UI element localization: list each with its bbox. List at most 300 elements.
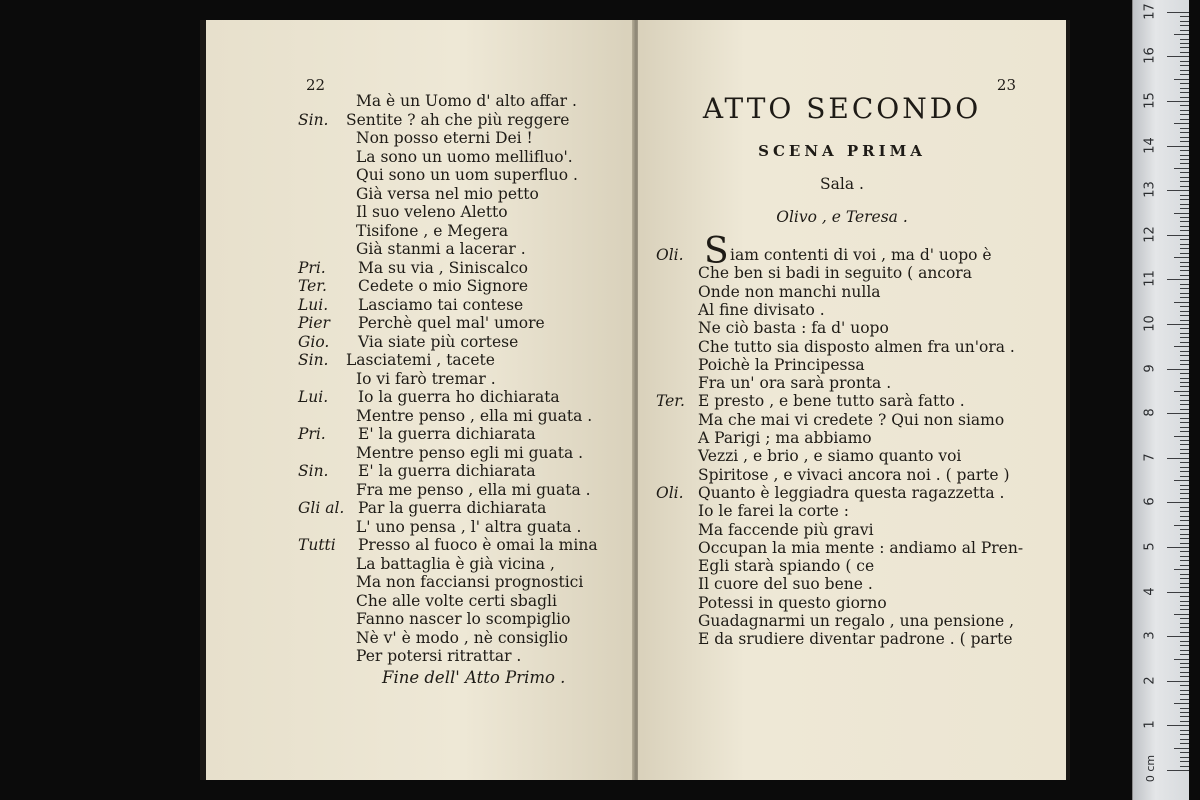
verse-text: Vezzi , e brio , e siamo quanto voi — [698, 447, 962, 466]
speaker-label: Lui. — [298, 295, 329, 314]
verse-text: iam contenti di voi , ma d' uopo è — [730, 246, 992, 264]
ruler-tick — [1174, 34, 1189, 35]
ruler-tick — [1180, 226, 1189, 227]
ruler-number: 11 — [1142, 270, 1158, 288]
ruler-tick — [1180, 520, 1189, 521]
speaker-label: Gio. — [298, 332, 330, 351]
ruler-tick — [1180, 355, 1189, 356]
ruler-tick — [1174, 257, 1189, 258]
ruler-tick — [1180, 288, 1189, 289]
ruler-tick — [1180, 364, 1189, 365]
scene-title: SCENA PRIMA — [758, 142, 926, 160]
ruler-tick — [1180, 360, 1189, 361]
verse-line — [638, 264, 1066, 282]
ruler-tick — [1167, 592, 1189, 593]
ruler-number: 10 — [1142, 315, 1158, 332]
ruler-number: 2 — [1142, 676, 1158, 685]
verse-text: Già stanmi a lacerar . — [356, 240, 526, 258]
verse-text: Guadagnarmi un regalo , una pensione , — [698, 612, 1015, 630]
verse-line — [638, 392, 1066, 410]
ruler-tick — [1180, 328, 1189, 329]
ruler-tick — [1180, 21, 1189, 22]
speaker-label: Gli al. — [298, 499, 345, 517]
drop-cap: S — [704, 231, 729, 272]
verse-text: Io le farei la corte : — [698, 502, 849, 521]
verse-text: Che alle volte certi sbagli — [356, 591, 557, 610]
ruler-tick — [1180, 105, 1189, 106]
ruler-tick — [1180, 422, 1189, 423]
ruler-tick — [1180, 70, 1189, 71]
verse-text: La sono un uomo mellifluo'. — [356, 147, 573, 166]
ruler-tick — [1174, 748, 1189, 749]
ruler-number: 12 — [1142, 226, 1158, 243]
ruler-tick — [1180, 186, 1189, 187]
ruler-tick — [1180, 163, 1189, 164]
ruler-tick — [1174, 659, 1189, 660]
verse-text: Io vi farò tremar . — [356, 369, 496, 388]
ruler-tick — [1180, 734, 1189, 735]
speaker-label: Pier — [298, 314, 330, 332]
ruler-tick — [1180, 150, 1189, 151]
ruler-tick — [1180, 507, 1189, 508]
ruler-tick — [1174, 168, 1189, 169]
verse-text: Io la guerra ho dichiarata — [358, 388, 560, 406]
ruler-tick — [1180, 337, 1189, 338]
verse-line — [206, 277, 634, 295]
verse-line — [638, 466, 1066, 484]
ruler-tick — [1180, 92, 1189, 93]
ruler-tick — [1180, 605, 1189, 606]
ruler-tick — [1180, 471, 1189, 472]
right-page-number: 23 — [996, 76, 1016, 94]
ruler-tick — [1180, 43, 1189, 44]
verse-text: Cedete o mio Signore — [358, 277, 529, 295]
ruler-tick — [1167, 279, 1189, 280]
ruler-tick — [1174, 703, 1189, 704]
ruler-tick — [1180, 275, 1189, 276]
ruler-tick — [1180, 556, 1189, 557]
ruler-tick — [1167, 324, 1189, 325]
verse-text: Per potersi ritrattar . — [356, 647, 522, 665]
ruler-tick — [1167, 636, 1189, 637]
ruler-tick — [1180, 244, 1189, 245]
ruler-tick — [1180, 293, 1189, 294]
ruler-tick — [1174, 123, 1189, 124]
ruler-tick — [1180, 601, 1189, 602]
ruler-number: 3 — [1142, 631, 1158, 640]
ruler-tick — [1180, 386, 1189, 387]
ruler-tick — [1180, 114, 1189, 115]
ruler-tick — [1180, 766, 1189, 767]
verse-text: La battaglia è già vicina , — [356, 554, 555, 573]
verse-line — [206, 407, 634, 425]
ruler-tick — [1167, 190, 1189, 191]
verse-text: Nè v' è modo , nè consiglio — [356, 628, 568, 647]
verse-line — [206, 259, 634, 277]
ruler-tick — [1180, 694, 1189, 695]
verse-text: Ma non facciansi prognostici — [356, 573, 584, 591]
ruler-tick — [1180, 395, 1189, 396]
ruler-tick — [1180, 208, 1189, 209]
verse-line — [206, 148, 634, 166]
verse-text: Lasciamo tai contese — [358, 295, 524, 314]
speaker-label: Pri. — [298, 425, 326, 443]
verse-text: Ma faccende più gravi — [698, 520, 874, 539]
verse-line — [206, 647, 634, 665]
ruler-tick — [1180, 47, 1189, 48]
verse-line — [638, 502, 1066, 520]
ruler-tick — [1180, 315, 1189, 316]
ruler-tick — [1180, 409, 1189, 410]
verse-line — [206, 629, 634, 647]
ruler-tick — [1180, 39, 1189, 40]
verse-text: Sentite ? ah che più reggere — [346, 110, 570, 129]
ruler-tick — [1167, 502, 1189, 503]
measuring-ruler — [1132, 0, 1189, 800]
ruler-number: 1 — [1142, 720, 1158, 730]
verse-text: Par la guerra dichiarata — [358, 499, 547, 517]
verse-text: Quanto è leggiadra questa ragazzetta . — [698, 483, 1005, 502]
ruler-tick — [1180, 172, 1189, 173]
ruler-tick — [1180, 418, 1189, 419]
verse-text: E da srudiere diventar padrone . ( parte — [698, 630, 1013, 649]
ruler-tick — [1180, 431, 1189, 432]
ruler-tick — [1180, 320, 1189, 321]
ruler-tick — [1180, 627, 1189, 628]
verse-line — [638, 374, 1066, 392]
verse-line — [638, 338, 1066, 356]
ruler-tick — [1180, 453, 1189, 454]
ruler-tick — [1180, 306, 1189, 307]
ruler-tick — [1180, 743, 1189, 744]
verse-line — [206, 333, 634, 351]
ruler-tick — [1174, 569, 1189, 570]
verse-line — [206, 518, 634, 536]
verse-text: Che ben si badi in seguito ( ancora — [698, 264, 972, 283]
verse-line — [206, 370, 634, 388]
verse-text: Lasciatemi , tacete — [346, 351, 495, 369]
verse-text: Ne ciò basta : fa d' uopo — [698, 319, 889, 338]
ruler-number: 15 — [1142, 92, 1158, 109]
verse-text: Poichè la Principessa — [698, 355, 865, 374]
ruler-tick — [1180, 427, 1189, 428]
ruler-tick — [1180, 284, 1189, 285]
ruler-number: 17 — [1142, 3, 1158, 20]
verse-line — [206, 111, 634, 129]
ruler-tick — [1174, 436, 1189, 437]
verse-line — [206, 314, 634, 332]
verse-line — [206, 481, 634, 499]
verse-text: Fra me penso , ella mi guata . — [356, 480, 591, 499]
ruler-tick — [1180, 534, 1189, 535]
verse-line — [206, 166, 634, 184]
ruler-tick — [1180, 404, 1189, 405]
ruler-unit-label: 0 cm — [1144, 754, 1158, 783]
ruler-tick — [1180, 141, 1189, 142]
ruler-tick — [1180, 476, 1189, 477]
ruler-tick — [1180, 565, 1189, 566]
verse-line — [638, 411, 1066, 429]
verse-text: Ma che mai vi credete ? Qui non siamo — [698, 410, 1005, 429]
ruler-tick — [1180, 217, 1189, 218]
ruler-tick — [1180, 645, 1189, 646]
ruler-tick — [1180, 587, 1189, 588]
ruler-tick — [1180, 699, 1189, 700]
verse-text: Spiritose , e vivaci ancora noi . ( parte ) — [698, 465, 1010, 484]
ruler-tick — [1180, 351, 1189, 352]
ruler-tick — [1180, 632, 1189, 633]
ruler-tick — [1180, 516, 1189, 517]
ruler-tick — [1180, 654, 1189, 655]
speaker-label: Oli. — [656, 246, 684, 264]
ruler-tick — [1180, 378, 1189, 379]
verse-line — [206, 351, 634, 369]
verse-text: Egli starà spiando ( ce — [698, 557, 875, 576]
ruler-tick — [1180, 311, 1189, 312]
verse-text: Potessi in questo giorno — [698, 593, 887, 612]
ruler-tick — [1180, 382, 1189, 383]
verse-line — [206, 444, 634, 462]
ruler-tick — [1180, 529, 1189, 530]
ruler-number: 9 — [1142, 363, 1158, 373]
speaker-label: Oli. — [656, 483, 684, 502]
verse-text: Ma è un Uomo d' alto affar . — [356, 92, 577, 110]
ruler-tick — [1167, 146, 1189, 147]
verse-line — [638, 612, 1066, 630]
ruler-tick — [1180, 511, 1189, 512]
ruler-number: 14 — [1142, 136, 1158, 154]
ruler-tick — [1180, 538, 1189, 539]
ruler-tick — [1180, 297, 1189, 298]
ruler-number: 16 — [1142, 47, 1158, 65]
speaker-label: Sin. — [298, 462, 329, 480]
ruler-tick — [1180, 761, 1189, 762]
verse-text: Mentre penso egli mi guata . — [356, 443, 584, 462]
verse-line — [638, 630, 1066, 648]
ruler-tick — [1167, 369, 1189, 370]
verse-line — [206, 592, 634, 610]
ruler-tick — [1180, 333, 1189, 334]
verse-line — [638, 231, 1066, 272]
ruler-tick — [1180, 578, 1189, 579]
ruler-tick — [1180, 110, 1189, 111]
verse-line — [638, 447, 1066, 465]
ruler-tick — [1180, 119, 1189, 120]
ruler-tick — [1180, 177, 1189, 178]
ruler-number: 13 — [1142, 181, 1158, 198]
ruler-tick — [1180, 730, 1189, 731]
ruler-tick — [1167, 547, 1189, 548]
ruler-tick — [1180, 270, 1189, 271]
ruler-tick — [1180, 721, 1189, 722]
verse-line — [206, 499, 634, 517]
speaker-label: Ter. — [298, 277, 327, 295]
verse-text: E presto , e bene tutto sarà fatto . — [698, 392, 965, 411]
ruler-number: 4 — [1142, 586, 1158, 596]
ruler-tick — [1174, 213, 1189, 214]
verse-text: Non posso eterni Dei ! — [356, 129, 533, 147]
verse-line — [206, 185, 634, 203]
verse-line — [638, 575, 1066, 593]
verse-text: Ma su via , Siniscalco — [358, 258, 529, 277]
verse-text: Qui sono un uom superfluo . — [356, 166, 578, 184]
ruler-tick — [1180, 248, 1189, 249]
ruler-tick — [1180, 618, 1189, 619]
ruler-tick — [1180, 373, 1189, 374]
ruler-tick — [1180, 574, 1189, 575]
verse-text: Perchè quel mal' umore — [358, 314, 545, 332]
ruler-tick — [1180, 65, 1189, 66]
ruler-number: 6 — [1142, 497, 1158, 507]
ruler-tick — [1180, 52, 1189, 53]
ruler-tick — [1180, 88, 1189, 89]
ruler-tick — [1180, 690, 1189, 691]
verse-line — [638, 283, 1066, 301]
verse-line — [206, 240, 634, 258]
ruler-tick — [1180, 551, 1189, 552]
verse-line — [206, 388, 634, 406]
ruler-tick — [1180, 83, 1189, 84]
verse-text: Già versa nel mio petto — [356, 184, 539, 203]
ruler-tick — [1174, 480, 1189, 481]
ruler-tick — [1180, 266, 1189, 267]
verse-text: Fanno nascer lo scompiglio — [356, 610, 571, 628]
ruler-tick — [1180, 609, 1189, 610]
ruler-tick — [1180, 239, 1189, 240]
ruler-tick — [1180, 444, 1189, 445]
ruler-tick — [1180, 583, 1189, 584]
ruler-tick — [1180, 132, 1189, 133]
ruler-tick — [1180, 253, 1189, 254]
ruler-tick — [1180, 30, 1189, 31]
ruler-tick — [1167, 458, 1189, 459]
speaker-label: Sin. — [298, 110, 329, 129]
verse-line — [206, 222, 634, 240]
verse-line — [638, 557, 1066, 575]
speaker-label: Tutti — [298, 536, 336, 554]
verse-line — [206, 462, 634, 480]
verse-line — [638, 301, 1066, 319]
act-closing: Fine dell' Atto Primo . — [382, 668, 566, 687]
ruler-tick — [1180, 199, 1189, 200]
ruler-tick — [1180, 16, 1189, 17]
ruler-tick — [1180, 155, 1189, 156]
ruler-tick — [1180, 440, 1189, 441]
ruler-tick — [1180, 181, 1189, 182]
ruler-tick — [1180, 716, 1189, 717]
verse-line — [638, 539, 1066, 557]
verse-line — [206, 92, 634, 110]
verse-line — [206, 203, 634, 221]
ruler-tick — [1180, 449, 1189, 450]
verse-line — [206, 536, 634, 554]
ruler-tick — [1174, 525, 1189, 526]
verse-text: Tisifone , e Megera — [356, 221, 509, 240]
ruler-tick — [1180, 560, 1189, 561]
speaker-label: Ter. — [656, 392, 685, 411]
ruler-tick — [1180, 97, 1189, 98]
ruler-tick — [1174, 614, 1189, 615]
ruler-number: 5 — [1142, 542, 1158, 551]
scene-setting: Sala . — [820, 175, 864, 193]
verse-line — [638, 521, 1066, 539]
ruler-tick — [1180, 498, 1189, 499]
ruler-tick — [1180, 685, 1189, 686]
ruler-tick — [1180, 262, 1189, 263]
verse-line — [206, 425, 634, 443]
ruler-tick — [1167, 770, 1189, 771]
ruler-number: 8 — [1142, 408, 1158, 417]
verse-text: Onde non manchi nulla — [698, 282, 881, 301]
ruler-tick — [1180, 667, 1189, 668]
verse-line — [638, 319, 1066, 337]
left-page-number: 22 — [306, 76, 326, 94]
ruler-tick — [1180, 25, 1189, 26]
verse-text: Il cuore del suo bene . — [698, 575, 873, 594]
verse-text: E' la guerra dichiarata — [358, 425, 536, 443]
ruler-tick — [1180, 467, 1189, 468]
ruler-tick — [1180, 221, 1189, 222]
ruler-tick — [1180, 757, 1189, 758]
verse-line — [206, 555, 634, 573]
verse-text: Fra un' ora sarà pronta . — [698, 374, 892, 393]
ruler-tick — [1180, 752, 1189, 753]
verse-line — [638, 484, 1066, 502]
ruler-tick — [1174, 302, 1189, 303]
ruler-tick — [1180, 623, 1189, 624]
speaker-label: Pri. — [298, 258, 326, 277]
verse-text: Mentre penso , ella mi guata . — [356, 406, 593, 425]
verse-line — [638, 356, 1066, 374]
verse-line — [638, 594, 1066, 612]
ruler-tick — [1180, 462, 1189, 463]
verse-text: Il suo veleno Aletto — [356, 203, 508, 221]
verse-text: Via siate più cortese — [358, 332, 519, 351]
verse-text: Occupan la mia mente : andiamo al Pren- — [698, 538, 1024, 557]
ruler-tick — [1180, 708, 1189, 709]
verse-text: Presso al fuoco è omai la mina — [358, 536, 598, 554]
ruler-tick — [1180, 195, 1189, 196]
verse-line — [206, 610, 634, 628]
ruler-tick — [1180, 641, 1189, 642]
ruler-tick — [1174, 391, 1189, 392]
act-title: ATTO SECONDO — [702, 92, 982, 125]
ruler-tick — [1180, 489, 1189, 490]
open-book — [200, 20, 1070, 780]
ruler-number: 7 — [1142, 453, 1158, 462]
verse-line — [206, 296, 634, 314]
ruler-tick — [1167, 413, 1189, 414]
ruler-tick — [1180, 650, 1189, 651]
verse-line — [638, 429, 1066, 447]
verse-line — [206, 573, 634, 591]
ruler-tick — [1167, 681, 1189, 682]
ruler-tick — [1180, 74, 1189, 75]
right-page — [638, 20, 1066, 780]
verse-text: A Parigi ; ma abbiamo — [698, 429, 872, 447]
ruler-tick — [1180, 672, 1189, 673]
ruler-tick — [1180, 596, 1189, 597]
ruler-tick — [1167, 56, 1189, 57]
verse-text: Che tutto sia disposto almen fra un'ora . — [698, 337, 1015, 356]
left-page — [206, 20, 634, 780]
ruler-tick — [1180, 493, 1189, 494]
scene-characters: Olivo , e Teresa . — [776, 208, 908, 226]
ruler-tick — [1180, 712, 1189, 713]
ruler-tick — [1180, 400, 1189, 401]
ruler-tick — [1180, 159, 1189, 160]
ruler-tick — [1180, 663, 1189, 664]
